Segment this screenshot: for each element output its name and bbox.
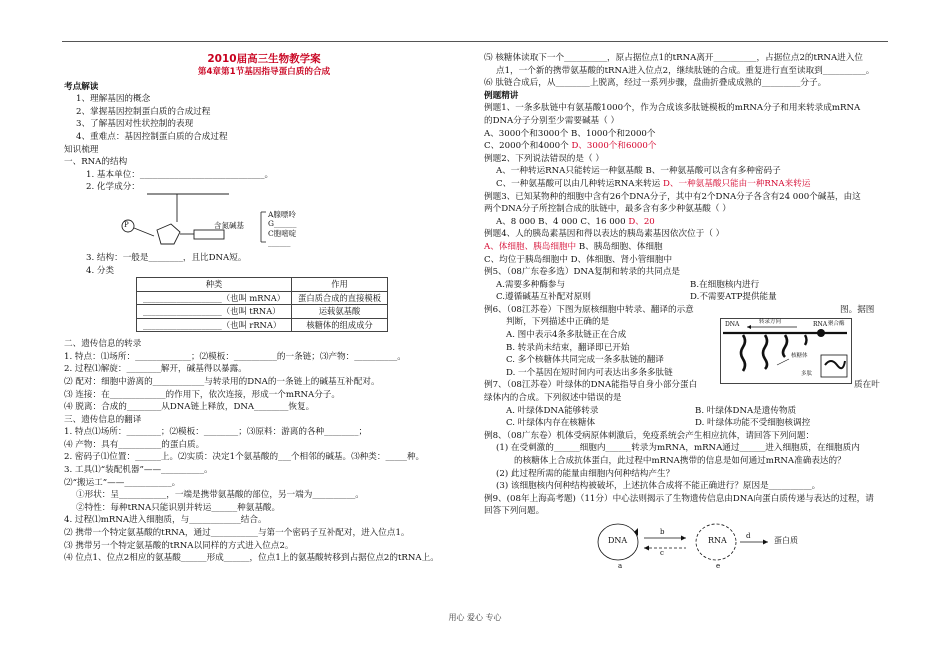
text-line: ①形状：呈___________，一端是携带氨基酸的部位，另一端为__________。	[76, 490, 364, 501]
option-line: C、均位于胰岛细胞中 D、体细胞、肾小管细胞中	[484, 254, 673, 265]
subsection-heading: 三、遗传信息的翻译	[64, 414, 142, 425]
text-line: 1. 特点⑴场所：________；⑵模板：________；⑶原料：游离的各种________；	[64, 427, 368, 438]
option-a: A. 图中表示4条多肽链正在合成	[506, 330, 627, 341]
text-line: 判断，下列描述中正确的是	[506, 317, 610, 328]
table-cell: 蛋白质合成的直接模板	[292, 291, 388, 305]
table-header: 作用	[292, 278, 388, 292]
fig-dir-label: 转录方向	[759, 318, 782, 325]
answer-option-d: D、一种氨基酸只能由一种RNA来转运	[663, 178, 811, 189]
text-line: 的DNA分子分别至少需要碱基（ ）	[484, 115, 620, 126]
fig-label-d: d	[746, 531, 751, 540]
question-6	[484, 304, 884, 317]
text-line: ⑸ 核糖体读取下一个__________，原占据位点1的tRNA离开__________，占据位点2的tRNA进入位	[484, 53, 863, 63]
options-abc: A、8 000 B、4 000 C、16 000	[496, 216, 626, 227]
option-c: C. 多个核糖体共同完成一条多肽链的翻译	[506, 355, 664, 366]
text-line: ⑷ 位点1、位点2相应的氨基酸______形成______，位点1上的氨基酸转移到占据位点2的tRNA上。	[64, 553, 439, 564]
list-item: 1、理解基因的概念	[76, 94, 151, 105]
option-c: C. 叶绿体内存在核糖体	[506, 418, 596, 429]
question-4: 例题4、人的胰岛素基因和得以表达的胰岛素基因依次位于（ ）	[484, 229, 725, 240]
table-cell: 核糖体的组成成分	[292, 318, 388, 332]
text-line: ⑵ 配对：细胞中游离的____________与转录用的DNA的一条链上的碱基互补配对。	[64, 376, 380, 387]
text-line: ⑷ 产物：具有__________的蛋白质。	[64, 439, 205, 450]
text-line: 1. 特点：⑴场所：_____________；⑵模板：__________的一条链；⑶产物：__________。	[64, 351, 406, 362]
option-line	[484, 241, 884, 254]
table-row	[137, 291, 388, 305]
table-header-row	[137, 278, 388, 292]
question-8: 例8、（08广东卷）机体受病原体刺激后，免疫系统会产生相应抗体，请回答下列问题：	[484, 430, 815, 441]
text-line: (1) 在受刺激的______细胞内______转录为mRNA，mRNA通过______进入细胞质，在细胞质内	[496, 443, 860, 454]
option-b: B. 叶绿体DNA是遗传物质	[695, 405, 797, 416]
transcription-figure	[720, 318, 852, 384]
section-heading-zhishi: 知识梳理	[64, 144, 99, 155]
text-line: ②特性：每种tRNA只能识别并转运______种氨基酸。	[76, 502, 281, 513]
text-line: 4. 过程⑴mRNA进入细胞质，与____________结合。	[64, 515, 267, 526]
fig-rna-label: RNA	[708, 535, 727, 545]
text-line: (2) 此过程所需的能量由细胞内何种结构产生？	[496, 468, 675, 479]
option-c: C.遵循碱基互补配对原则	[496, 292, 591, 303]
question-7-block	[484, 379, 884, 429]
option-b: B、胰岛细胞、体细胞	[578, 241, 663, 252]
text-line: 4. 分类	[86, 265, 115, 276]
text-line: 1. 基本单位：_____________________________。	[86, 169, 274, 180]
answer-option-a: A、体细胞、胰岛细胞中	[484, 241, 577, 252]
option-d: D.不需要ATP提供能量	[690, 292, 777, 303]
option-line	[484, 216, 884, 229]
page-subtitle: 第4章第1节基因指导蛋白质的合成	[197, 67, 331, 77]
option-line: A、一种转运RNA只能转运一种氨基酸 B、一种氨基酸可以含有多种密码子	[496, 166, 781, 177]
text-line: 2. 密码子⑴位置：______上。⑵实质：决定1个氨基酸的___个相邻的碱基。⑶种类：_____种。	[64, 452, 425, 463]
text-line: 3. 工具⑴“装配机器”——__________。	[64, 465, 213, 476]
option-row	[484, 405, 884, 418]
table-cell: ___________________（也叫 tRNA）	[137, 305, 292, 319]
base-label: 含氮碱基	[214, 220, 244, 230]
page-footer: 用心 爱心 专心	[448, 613, 502, 622]
option-c: C、一种氨基酸可以由几种转运RNA来转运	[496, 178, 661, 189]
base-item: G______	[268, 219, 297, 229]
base-item: C胞嘧啶	[268, 228, 297, 238]
option-a: A. 叶绿体DNA能够转录	[506, 405, 599, 416]
fig-label-a: a	[618, 561, 623, 570]
base-list	[268, 210, 297, 248]
text-line: ⑵ 携带一个特定氨基酸的tRNA，通过___________与第一个密码子互补配对，进入位点1。	[64, 528, 410, 539]
option-b: B.在细胞核内进行	[690, 279, 760, 290]
option-a: A.需要多种酶参与	[496, 279, 566, 290]
section-heading-kaodian: 考点解读	[64, 81, 99, 92]
table-cell: ___________________（也叫 mRNA）	[137, 291, 292, 305]
fig-pep-label: 多肽	[801, 370, 813, 377]
option-c: C、2000个和4000个	[484, 141, 569, 152]
list-item: 4、重难点：基因控制蛋白质的合成过程	[76, 131, 228, 142]
text-line: ⑵“搬运工”——___________。	[64, 477, 181, 488]
question-9: 例9、(08年上海高考题)（11分）中心法则揭示了生物遗传信息由DNA向蛋白质传递与表达的过程，请	[484, 493, 874, 504]
left-column	[64, 52, 464, 565]
fig-dna-label: DNA	[608, 535, 628, 545]
central-dogma-figure	[484, 518, 884, 570]
table-header: 种类	[137, 278, 292, 292]
section-heading-lit: 例题精讲	[484, 90, 519, 101]
table-row	[137, 305, 388, 319]
rna-class-table	[136, 277, 388, 332]
question-7	[484, 379, 884, 392]
text-line: 点1，一个新的携带氨基酸的tRNA进入位点2，继续肽链的合成。重复进行直至读取到__________。	[496, 65, 875, 76]
base-item: ______	[268, 238, 291, 248]
text-line: ⑷ 脱离：合成的________从DNA链上释放，DNA________恢复。	[64, 402, 315, 413]
option-line	[484, 178, 884, 191]
text-line: 2. 过程⑴解旋：________解开，碱基得以暴露。	[64, 364, 247, 375]
subsection-heading: 一、RNA的结构	[64, 157, 128, 168]
question-1: 例题1、一条多肽链中有氨基酸1000个，作为合成该多肽链模板的mRNA分子和用来转录成mRNA	[484, 103, 861, 114]
option-line: A、3000个和3000个 B、1000个和2000个	[484, 128, 656, 139]
text-line: (3) 该细胞核内何种结构被破坏，上述抗体合成将不能正确进行？原因是__________。	[496, 481, 821, 492]
phosphate-label: P	[124, 220, 129, 229]
option-row	[484, 417, 884, 430]
text-line: 2. 化学成分：	[86, 182, 140, 193]
fig-ribo-label: 核糖体	[791, 352, 808, 359]
text-line: 回答下列问题。	[484, 506, 545, 517]
text-line: 两个DNA分子所控制合成的肽链中，最多含有多少种氨基酸（ ）	[484, 204, 731, 215]
question-5: 例5、（08广东卷多选）DNA复制和转录的共同点是	[484, 267, 681, 278]
question-7-tail: 质在叶	[854, 380, 880, 391]
table-cell: ___________________（也叫 rRNA）	[137, 318, 292, 332]
fig-label-c: c	[660, 548, 664, 557]
page-title: 2010届高三生物教学案	[207, 53, 321, 65]
fig-dna-label: DNA	[725, 320, 740, 328]
list-item: 2、掌握基因控制蛋白质的合成过程	[76, 106, 211, 117]
top-rule	[62, 41, 888, 42]
fig-poly-label: 聚合酶	[828, 320, 845, 327]
fig-protein-label: 蛋白质	[774, 535, 798, 545]
text-line: 的核糖体上合成抗体蛋白，此过程中mRNA携带的信息是如何通过mRNA准确表达的？	[514, 456, 846, 466]
text-line: 3. 结构：一般是________，且比DNA短。	[86, 252, 247, 263]
table-cell: 运载氨基酸	[292, 305, 388, 319]
question-7-text: 例7、（08江苏卷）叶绿体的DNA能指导自身小部分蛋白	[484, 380, 698, 391]
answer-option-d: D、3000个和6000个	[571, 141, 657, 152]
right-column	[484, 52, 884, 570]
fig-rna-label: RNA	[813, 320, 828, 328]
fig-label-e: e	[716, 561, 721, 570]
question-6-tail: 图。据图	[840, 304, 875, 315]
text-line: ⑶ 携带另一个特定氨基酸的tRNA以同样的方式进入位点2。	[64, 540, 294, 551]
question-6-block	[484, 304, 884, 380]
transcription-svg	[721, 319, 851, 383]
nucleotide-diagram	[64, 194, 464, 252]
text-line: ⑶ 连接：在_____________的作用下，依次连接，形成一个mRNA分子。	[64, 389, 340, 400]
question-2: 例题2、下列说法错误的是（ ）	[484, 153, 604, 164]
option-row	[484, 279, 884, 292]
option-line	[484, 140, 884, 153]
question-6-text: 例6、（08江苏卷）下图为原核细胞中转录、翻译的示意	[484, 304, 694, 315]
question-3: 例题3、已知某物种的细胞中含有26个DNA分子，其中有2个DNA分子各含有24 000个碱基，由这	[484, 191, 861, 202]
option-d: D. 一个基因在短时间内可表达出多条多肽链	[506, 367, 673, 378]
table-row	[137, 318, 388, 332]
subsection-heading: 二、遗传信息的转录	[64, 339, 142, 350]
option-row	[484, 291, 884, 304]
text-line: ⑹ 肽链合成后，从________上脱离，经过一系列步骤，盘曲折叠成成熟的_________分子。	[484, 78, 827, 89]
option-b: B. 转录尚未结束，翻译即已开始	[506, 342, 630, 353]
text-line: 绿体内的合成。下列叙述中错误的是	[484, 393, 622, 404]
base-item: A腺嘌呤	[268, 209, 296, 219]
fig-label-b: b	[660, 527, 665, 536]
option-d: D. 叶绿体功能不受细胞核调控	[695, 418, 811, 429]
answer-option-d: D、20	[628, 216, 655, 227]
list-item: 3、了解基因对性状控制的表现	[76, 119, 194, 130]
